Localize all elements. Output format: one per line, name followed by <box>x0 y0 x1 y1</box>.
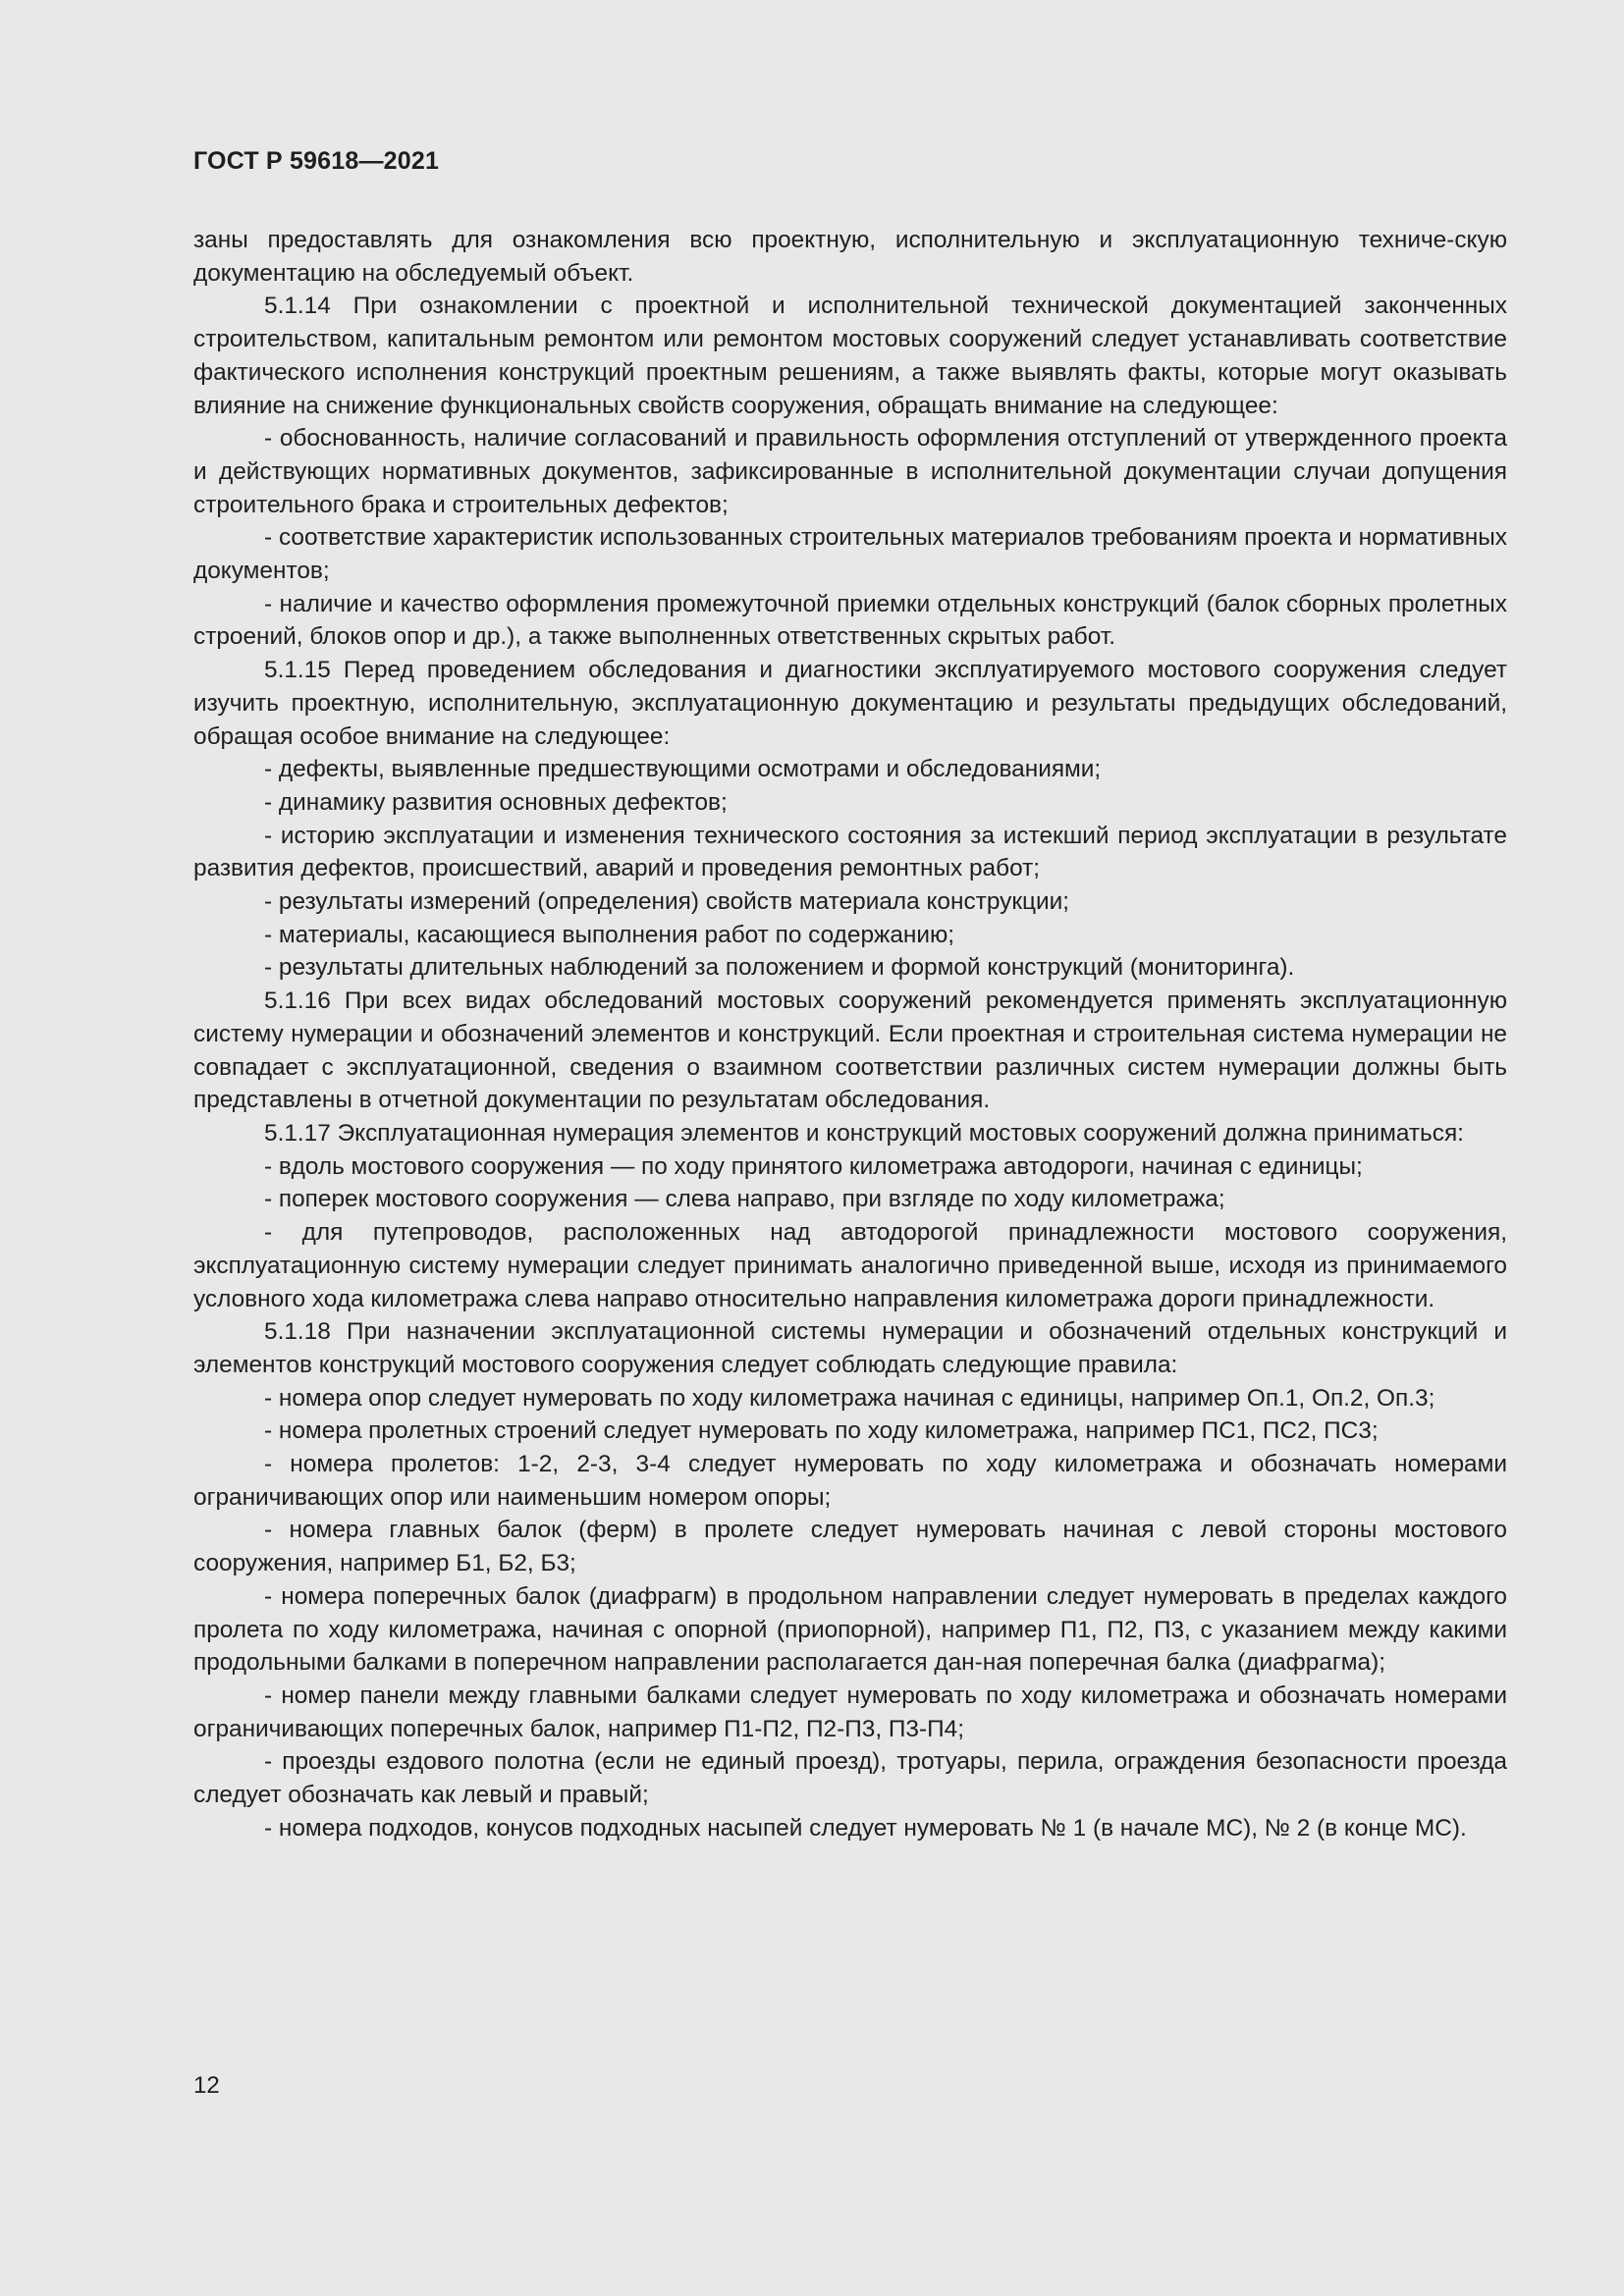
list-item: - номера опор следует нумеровать по ходу километража начиная с единицы, например Оп.1, Оп.2, Оп.3; <box>264 1384 1435 1412</box>
list-item: - историю эксплуатации и изменения технического состояния за истекший период эксплуатации в результате развития дефектов, происшествий, аварий и проведения ремонтных работ; <box>193 822 1507 882</box>
list-item: - номера подходов, конусов подходных насыпей следует нумеровать № 1 (в начале МС), № 2 (в конце МС). <box>264 1814 1467 1842</box>
list-item: - результаты длительных наблюдений за положением и формой конструкций (мониторинга). <box>264 954 1295 982</box>
clause-5-1-18: 5.1.18 При назначении эксплуатационной системы нумерации и обозначений отдельных конструкций и элементов конструкций мостового сооружения следует соблюдать следующие правила: <box>193 1318 1507 1378</box>
list-item: - соответствие характеристик использованных строительных материалов требованиям проекта и нормативных документов; <box>193 524 1507 585</box>
list-item: - дефекты, выявленные предшествующими осмотрами и обследованиями; <box>264 756 1102 783</box>
list-item: - динамику развития основных дефектов; <box>264 788 728 816</box>
list-item: - обоснованность, наличие согласований и правильность оформления отступлений от утвержденного проекта и действующих нормативных документов, зафиксированные в исполнительной документации случаи допущения строительного брака и строительных дефектов; <box>193 425 1507 518</box>
list-item: - материалы, касающиеся выполнения работ по содержанию; <box>264 921 955 948</box>
paragraph: заны предоставлять для ознакомления всю проектную, исполнительную и эксплуатационную техниче-скую документацию на обследуемый объект. <box>193 227 1507 287</box>
list-item: - номера пролетов: 1-2, 2-3, 3-4 следует нумеровать по ходу километража и обозначать номерами ограничивающих опор или наименьшим номером опоры; <box>193 1451 1507 1511</box>
list-item: - результаты измерений (определения) свойств материала конструкции; <box>264 888 1069 916</box>
document-header: ГОСТ Р 59618—2021 <box>193 147 440 175</box>
list-item: - поперек мостового сооружения — слева направо, при взгляде по ходу километража; <box>264 1186 1225 1213</box>
list-item: - вдоль мостового сооружения — по ходу принятого километража автодороги, начиная с единицы; <box>264 1152 1363 1180</box>
list-item: - проезды ездового полотна (если не единый проезд), тротуары, перила, ограждения безопасности проезда следует обозначать как левый и правый; <box>193 1748 1507 1809</box>
list-item: - номера пролетных строений следует нумеровать по ходу километража, например ПС1, ПС2, ПС3; <box>264 1417 1379 1445</box>
page-number: 12 <box>193 2072 220 2099</box>
list-item: - номер панели между главными балками следует нумеровать по ходу километража и обозначать номерами ограничивающих поперечных балок, например П1-П2, П2-П3, П3-П4; <box>193 1682 1507 1742</box>
clause-5-1-15: 5.1.15 Перед проведением обследования и диагностики эксплуатируемого мостового сооружения следует изучить проектную, исполнительную, эксплуатационную документацию и результаты предыдущих обследований, обращая особое внимание на следующее: <box>193 657 1507 750</box>
document-body <box>193 224 1507 1844</box>
clause-5-1-14: 5.1.14 При ознакомлении с проектной и исполнительной технической документацией законченных строительством, капитальным ремонтом или ремонтом мостовых сооружений следует устанавливать соответствие фактического исполнения конструкций проектным решениям, а также выявлять факты, которые могут оказывать влияние на снижение функциональных свойств сооружения, обращать внимание на следующее: <box>193 293 1507 419</box>
list-item: - номера поперечных балок (диафрагм) в продольном направлении следует нумеровать в пределах каждого пролета по ходу километража, начиная с опорной (приопорной), например П1, П2, П3, с указанием между какими продольными балками в поперечном направлении располагается дан-ная поперечная балка (диафрагма); <box>193 1582 1507 1677</box>
clause-5-1-16: 5.1.16 При всех видах обследований мостовых сооружений рекомендуется применять эксплуатационную систему нумерации и обозначений элементов и конструкций. Если проектная и строительная система нумерации не совпадает с эксплуатационной, сведения о взаимном соответствии различных систем нумерации должны быть представлены в отчетной документации по результатам обследования. <box>193 988 1507 1114</box>
list-item: - номера главных балок (ферм) в пролете следует нумеровать начиная с левой стороны мостового сооружения, например Б1, Б2, Б3; <box>193 1517 1507 1577</box>
clause-5-1-17: 5.1.17 Эксплуатационная нумерация элементов и конструкций мостовых сооружений должна приниматься: <box>264 1119 1464 1147</box>
list-item: - для путепроводов, расположенных над автодорогой принадлежности мостового сооружения, эксплуатационную систему нумерации следует принимать аналогично приведенной выше, исходя из принимаемого условного хода километража слева направо относительно направления километража дороги принадлежности. <box>193 1219 1507 1312</box>
list-item: - наличие и качество оформления промежуточной приемки отдельных конструкций (балок сборных пролетных строений, блоков опор и др.), а также выполненных ответственных скрытых работ. <box>193 590 1507 651</box>
